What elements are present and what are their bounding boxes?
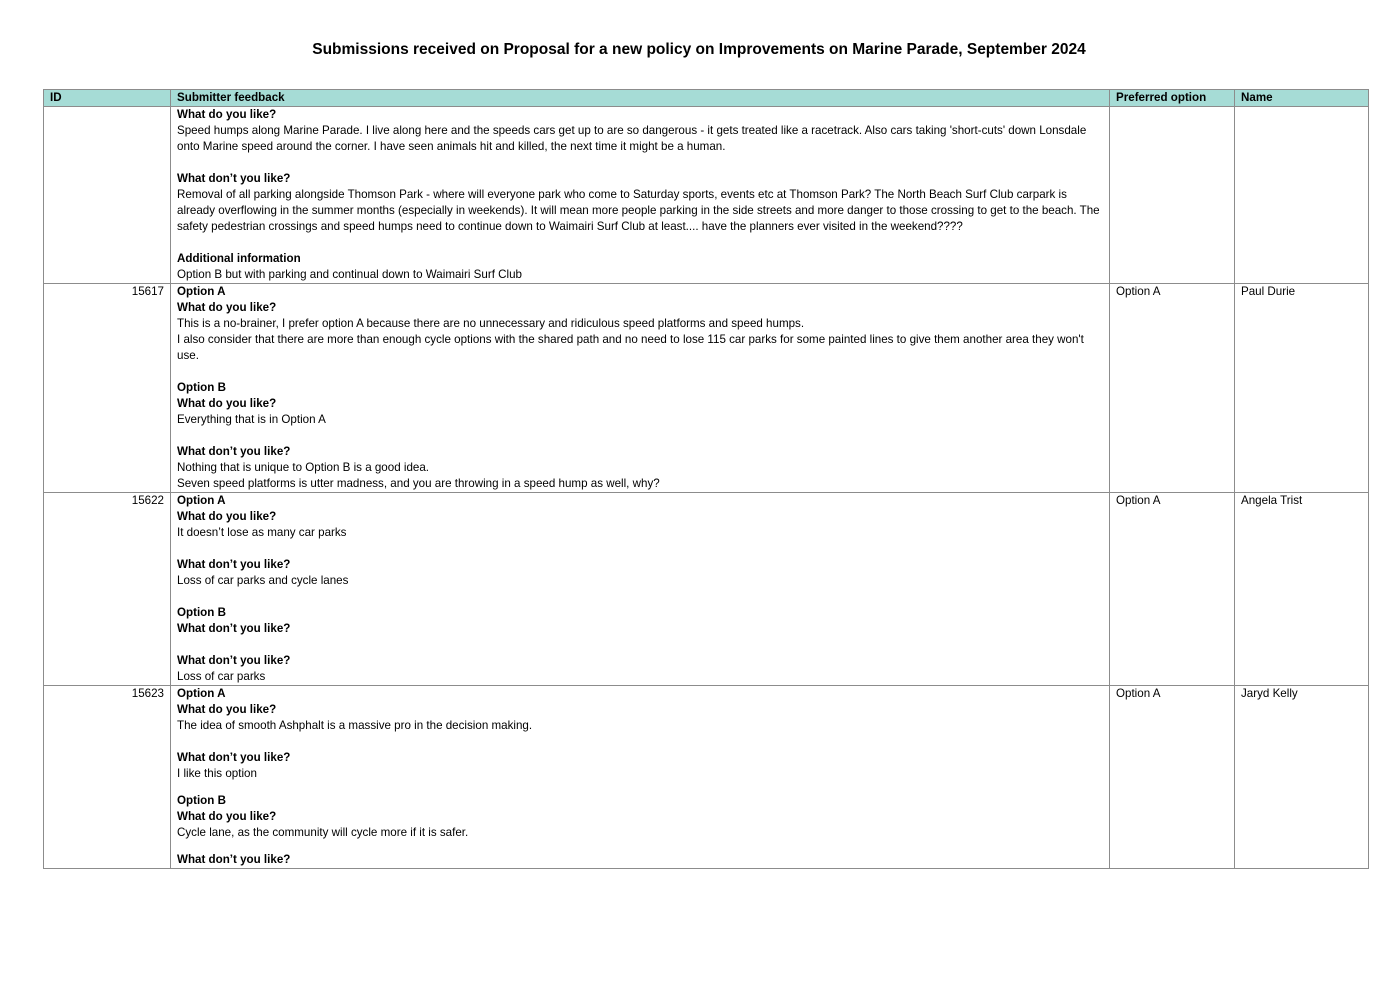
- dislike-heading: What don’t you like?: [177, 445, 291, 458]
- like-heading: What do you like?: [177, 301, 277, 314]
- option-a-heading: Option A: [177, 494, 226, 507]
- dislike-text: Removal of all parking alongside Thomson Park - where will everyone park who come to Saturday sports, events etc at Thomson Park? The North Beach Surf Club carpark is already overflowing in the summer months (especially in weekends). It will mean more people parking in the side streets and more danger to those crossing to get to the beach. The safety pedestrian crossings and speed humps need to continue down to Waimairi Surf Club at least.... have the planners ever visited in the weekend????: [177, 188, 1100, 233]
- like-heading: What do you like?: [177, 810, 277, 823]
- option-b-heading: Option B: [177, 381, 226, 394]
- like-heading: What do you like?: [177, 510, 277, 523]
- cell-feedback: [171, 686, 1110, 869]
- table-header-row: [44, 90, 1369, 107]
- like-text: It doesn’t lose as many car parks: [177, 526, 347, 539]
- dislike-text: Loss of car parks: [177, 670, 266, 683]
- header-feedback: Submitter feedback: [171, 90, 1110, 107]
- cell-id: 15617: [44, 284, 171, 493]
- cell-feedback: [171, 107, 1110, 284]
- header-id: ID: [44, 90, 171, 107]
- dislike-heading: What don’t you like?: [177, 654, 291, 667]
- dislike-text: Nothing that is unique to Option B is a good idea.: [177, 461, 430, 474]
- like-text: The idea of smooth Ashphalt is a massive pro in the decision making.: [177, 719, 533, 732]
- cell-id: 15622: [44, 493, 171, 686]
- dislike-text: Seven speed platforms is utter madness, and you are throwing in a speed hump as well, why?: [177, 477, 660, 490]
- like-heading: What don’t you like?: [177, 622, 291, 635]
- cell-preferred-option: Option A: [1110, 493, 1235, 686]
- document-title: Submissions received on Proposal for a new policy on Improvements on Marine Parade, September 2024: [312, 41, 1086, 58]
- table-row: [44, 686, 1369, 869]
- like-heading: What do you like?: [177, 108, 277, 121]
- cell-name: Paul Durie: [1235, 284, 1369, 493]
- cell-name: Jaryd Kelly: [1235, 686, 1369, 869]
- dislike-heading: What don’t you like?: [177, 853, 291, 866]
- cell-preferred-option: Option A: [1110, 284, 1235, 493]
- like-heading: What do you like?: [177, 397, 277, 410]
- like-text: Speed humps along Marine Parade. I live along here and the speeds cars get up to are so dangerous - it gets treated like a racetrack. Also cars taking 'short-cuts' down Lonsdale onto Marine speed around the corner. I have seen animals hit and killed, the next time it might be a human.: [177, 124, 1087, 153]
- table-row: [44, 107, 1369, 284]
- option-b-heading: Option B: [177, 606, 226, 619]
- dislike-text: Loss of car parks and cycle lanes: [177, 574, 349, 587]
- cell-name: [1235, 107, 1369, 284]
- dislike-heading: What don’t you like?: [177, 172, 291, 185]
- table-row: [44, 493, 1369, 686]
- dislike-heading: What don’t you like?: [177, 558, 291, 571]
- option-a-heading: Option A: [177, 687, 226, 700]
- dislike-heading: What don’t you like?: [177, 751, 291, 764]
- header-preferred-option: Preferred option: [1110, 90, 1235, 107]
- like-text: Everything that is in Option A: [177, 413, 326, 426]
- option-b-heading: Option B: [177, 794, 226, 807]
- like-text: This is a no-brainer, I prefer option A because there are no unnecessary and ridiculous speed platforms and speed humps.: [177, 317, 805, 330]
- submissions-table: [43, 89, 1369, 869]
- like-text: I also consider that there are more than enough cycle options with the shared path and no need to lose 115 car parks for some painted lines to give them another area they won't use.: [177, 333, 1084, 362]
- like-heading: What do you like?: [177, 703, 277, 716]
- additional-info-text: Option B but with parking and continual down to Waimairi Surf Club: [177, 268, 522, 281]
- cell-name: Angela Trist: [1235, 493, 1369, 686]
- like-text: Cycle lane, as the community will cycle more if it is safer.: [177, 826, 469, 839]
- cell-preferred-option: Option A: [1110, 686, 1235, 869]
- cell-feedback: [171, 493, 1110, 686]
- cell-preferred-option: [1110, 107, 1235, 284]
- cell-feedback: [171, 284, 1110, 493]
- header-name: Name: [1235, 90, 1369, 107]
- table-row: [44, 284, 1369, 493]
- cell-id: 15623: [44, 686, 171, 869]
- option-a-heading: Option A: [177, 285, 226, 298]
- additional-info-heading: Additional information: [177, 252, 301, 265]
- dislike-text: I like this option: [177, 767, 257, 780]
- cell-id: [44, 107, 171, 284]
